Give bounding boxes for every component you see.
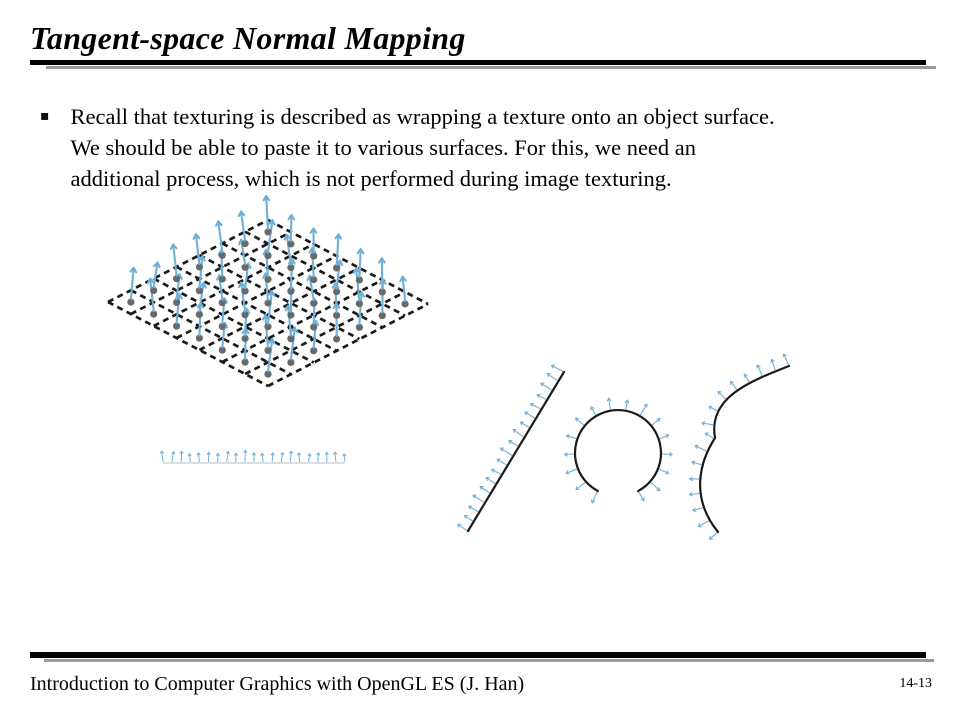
footer-rule-gray-shadow-line xyxy=(44,659,934,662)
footer xyxy=(30,673,932,696)
footer-rule xyxy=(30,652,934,664)
footer-rule-black-line xyxy=(30,652,926,658)
footer-course-title: Introduction to Computer Graphics with OpenGL ES (J. Han) xyxy=(30,673,525,695)
bullet-text-line: additional process, which is not performed during image texturing. xyxy=(70,166,672,191)
page-title: Tangent-space Normal Mapping xyxy=(30,20,466,56)
s-curve-surface-normals-figure xyxy=(700,366,789,532)
bullet-marker: ▪ xyxy=(40,108,50,124)
page-number: 14-13 xyxy=(899,676,932,691)
bullet-text-line: Recall that texturing is described as wrapping a texture onto an object surface. xyxy=(70,104,775,129)
circular-surface-normals-figure xyxy=(575,410,661,491)
bullet-text-line: We should be able to paste it to various surfaces. For this, we need an xyxy=(70,135,697,160)
slanted-surface-normals-figure xyxy=(468,372,564,531)
